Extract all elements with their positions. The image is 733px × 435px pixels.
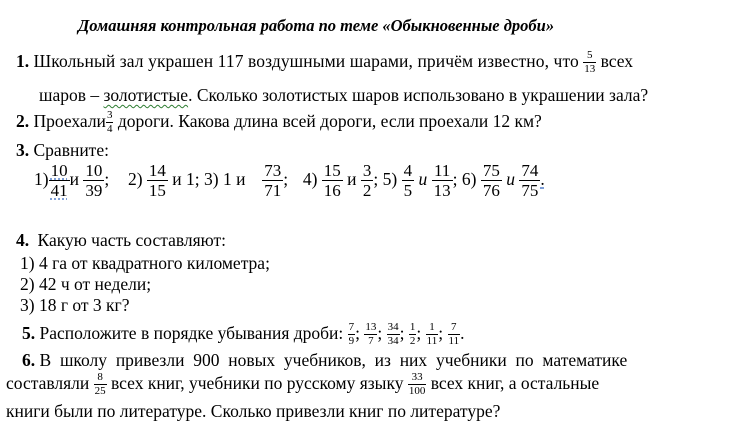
problem-2 [16,110,542,135]
fraction-numerator: 1 [429,321,435,334]
problem-5-text: Расположите в порядке убывания дроби: [39,323,344,343]
comparison-end: ; 5) [373,168,398,189]
fraction-denominator: 25 [94,385,106,398]
comparison-conjunction: и [69,168,79,189]
comparison-1 [34,161,114,200]
comparison-conjunction: и [418,168,428,189]
problem-3-heading [16,139,109,161]
fraction-denominator: 11 [426,335,438,348]
fraction-numerator: 33 [411,371,423,384]
problem-1-number: 1. [16,51,30,71]
fraction-numerator: 75 [482,161,500,180]
problem-5-number: 5. [22,323,36,343]
fraction-separator: ; [416,323,422,343]
problem-2-number: 2. [16,111,30,131]
fraction-denominator: 75 [521,181,539,200]
problem-4-number: 4. [16,230,30,250]
problem-1-line2-a: шаров – [39,85,100,105]
fraction-numerator: 10 [85,161,103,180]
problem-6-line-3: книги были по литературе. Сколько привезли книг по литературе? [6,401,501,421]
comparison-3 [204,161,292,200]
fraction-denominator: 13 [584,63,596,76]
fraction-numerator: 15 [323,161,341,180]
fraction-denominator: 41 [50,181,68,200]
spellcheck-word: золотистые [103,85,189,105]
comparison-end: . [540,168,545,189]
fraction-end: . [460,323,465,343]
fraction-denominator: 15 [148,181,166,200]
fraction-denominator: 100 [408,385,426,398]
fraction-numerator: 3 [106,109,113,122]
fraction-numerator: 34 [387,321,399,334]
fraction-numerator: 74 [521,161,539,180]
comparison-fraction [402,162,415,199]
fraction-numerator: 13 [365,321,377,334]
fraction-denominator: 76 [482,181,500,200]
comparison-fraction [481,162,502,199]
comparison-label: 1) [34,168,49,189]
comparison-end: ; [283,168,289,189]
comparison-5 [402,161,481,200]
fraction-numerator: 4 [403,161,413,180]
fraction-numerator: 7 [348,321,355,334]
problem-4-text: Какую часть составляют: [37,230,227,250]
problem-5 [22,322,464,347]
comparison-fraction [83,162,104,199]
problem-4-item-1: 1) 4 га от квадратного километра; [20,253,270,273]
comparison-fraction [432,162,453,199]
fraction-numerator: 73 [264,161,282,180]
problem-6-l2a: составляли [6,373,90,393]
comparison-label: 3) 1 и [204,168,246,189]
problem-2-fraction [106,110,114,135]
problem-6-line-2 [6,372,599,397]
comparison-end: ; 6) [452,168,477,189]
problem-4-item-2: 2) 42 ч от недели; [20,274,152,294]
fraction-numerator: 14 [148,161,166,180]
fraction-denominator: 2 [409,335,416,348]
comparison-fraction [49,162,70,199]
fraction-numerator: 10 [50,161,68,180]
problem-6-line-1 [22,349,627,371]
fraction-denominator: 34 [387,335,399,348]
fraction-numerator: 5 [586,49,593,62]
fraction-denominator: 5 [403,181,413,200]
problem-1-text-b: всех [600,51,634,71]
fraction-numerator: 7 [451,321,457,334]
problem-2-text-b: дороги. Какова длина всей дороги, если проехали 12 км? [117,111,542,131]
problem-1-fraction [583,50,596,75]
fraction-denominator: 39 [85,181,103,200]
comparison-label: 2) [127,168,143,189]
page-title: Домашняя контрольная работа по теме «Обыкновенные дроби» [78,16,555,35]
comparison-4 [302,161,402,200]
fraction-numerator: 8 [97,371,103,384]
problem-6-number: 6. [22,350,36,370]
fraction-separator: ; [399,323,405,343]
comparison-fraction [322,162,343,199]
comparison-conjunction: и 1; [172,168,200,189]
fraction-denominator: 71 [264,181,282,200]
comparison-6 [481,161,545,200]
fraction-separator: ; [438,323,444,343]
problem-4-item-3: 3) 18 г от 3 кг? [20,295,130,315]
comparison-fraction [147,162,168,199]
ordering-fraction [364,322,377,347]
problem-6-fraction-2 [408,372,427,397]
fraction-numerator: 3 [362,161,372,180]
ordering-fraction [448,322,461,347]
fraction-denominator: 13 [433,181,451,200]
comparison-conjunction: и [506,168,515,189]
fraction-denominator: 2 [362,181,372,200]
comparison-end: ; [104,168,110,189]
fraction-denominator: 16 [323,181,341,200]
comparison-conjunction: и [347,168,357,189]
problem-6-fraction-1 [94,372,107,397]
problem-3-number: 3. [16,140,30,160]
ordering-fraction [387,322,400,347]
comparison-fraction [361,162,374,199]
comparison-label: 4) [302,168,318,189]
problem-4-heading [16,229,226,251]
problem-6-line1: В школу привезли 900 новых учебников, из них учебники по математике [39,350,628,370]
comparison-2 [127,161,204,200]
fraction-separator: ; [377,323,383,343]
problem-2-text-a: Проехали [33,111,106,131]
fraction-separator: ; [355,323,361,343]
problem-3-comparisons [34,162,545,199]
fraction-numerator: 1 [409,321,416,334]
fraction-denominator: 11 [448,335,460,348]
problem-6-l2b: всех книг, учебники по русскому языку [111,373,404,393]
problem-3-text: Сравните: [33,140,109,160]
fraction-numerator: 11 [433,161,451,180]
fraction-denominator: 9 [348,335,355,348]
problem-1-text-a: Школьный зал украшен 117 воздушными шарами, причём известно, что [33,51,579,71]
fraction-denominator: 4 [106,123,113,136]
problem-1-line-2 [39,84,648,106]
problem-1-line-1 [16,50,633,75]
problem-1-line2-b: . Сколько золотистых шаров использовано в украшении зала? [188,85,649,105]
comparison-fraction [519,162,540,199]
problem-6-l2c: всех книг, а остальные [430,373,600,393]
fraction-denominator: 7 [364,334,377,347]
comparison-fraction [262,162,283,199]
ordering-fraction [426,322,439,347]
